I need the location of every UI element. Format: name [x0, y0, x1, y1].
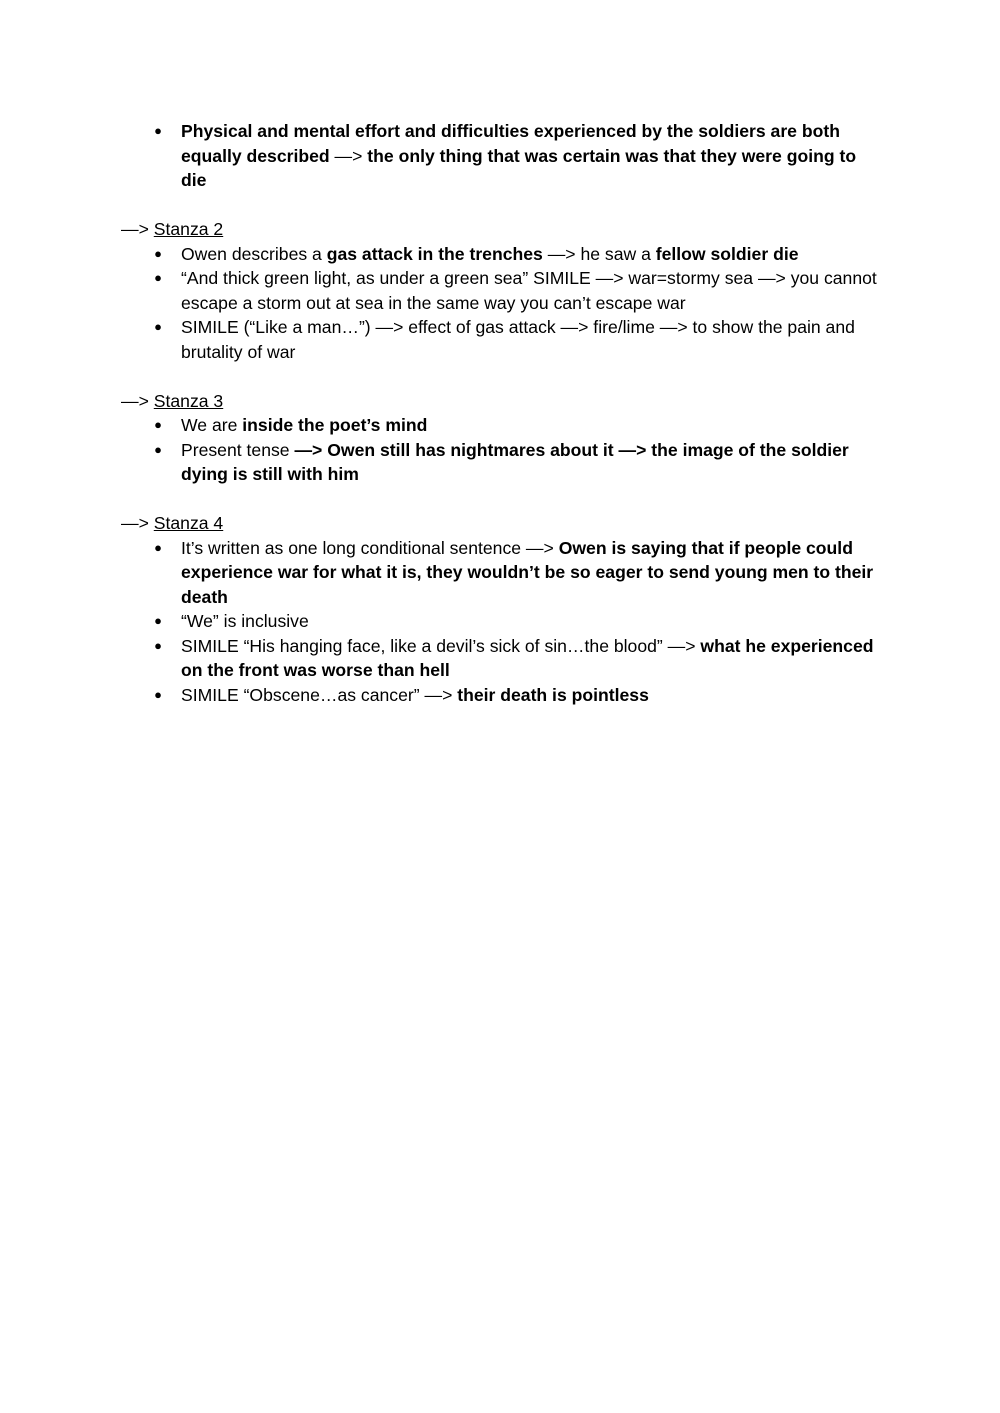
list-item: ● It’s written as one long conditional sentence —> Owen is saying that if people could experience war for what it is, they wouldn’t be so eager to send young men to their death: [181, 536, 880, 610]
bullet-icon: ●: [154, 270, 162, 285]
list-item: ● We are inside the poet’s mind: [181, 413, 880, 438]
stanza-3-list: [121, 413, 880, 487]
stanza-4-title: Stanza 4: [153, 513, 224, 533]
bullet-icon: ●: [154, 123, 162, 138]
stanza-4-list: [121, 536, 880, 708]
list-item: ● Present tense —> Owen still has nightmares about it —> the image of the soldier dying is still with him: [181, 438, 880, 487]
stanza-3-heading: —> Stanza 3: [121, 390, 224, 411]
stanza-2-list: [121, 242, 880, 365]
stanza-3-title: Stanza 3: [153, 390, 224, 411]
bullet-icon: ●: [154, 613, 162, 628]
bullet-icon: ●: [154, 417, 162, 432]
list-item: ● “And thick green light, as under a green sea” SIMILE —> war=stormy sea —> you cannot escape a storm out at sea in the same way you can’t escape war: [181, 266, 880, 315]
stanza-4-heading: —> Stanza 4: [121, 513, 224, 533]
stanza-2-heading: —> Stanza 2: [121, 219, 224, 239]
list-item: ● SIMILE “Obscene…as cancer” —> their death is pointless: [181, 683, 880, 708]
bullet-icon: ●: [154, 637, 162, 653]
intro-list: [121, 119, 880, 193]
list-item: ● SIMILE (“Like a man…”) —> effect of gas attack —> fire/lime —> to show the pain and brutality of war: [181, 315, 880, 364]
list-item: ● Owen describes a gas attack in the trenches —> he saw a fellow soldier die: [181, 242, 880, 267]
bullet-icon: ●: [154, 441, 162, 457]
list-item: ● “We” is inclusive: [181, 609, 880, 634]
list-item: ● Physical and mental effort and difficulties experienced by the soldiers are both equally described —> the only thing that was certain was that they were going to die: [181, 119, 880, 193]
bullet-icon: ●: [154, 245, 162, 261]
stanza-2-title: Stanza 2: [153, 219, 224, 239]
bullet-icon: ●: [154, 539, 162, 555]
bullet-icon: ●: [154, 319, 162, 334]
list-item: ● SIMILE “His hanging face, like a devil’s sick of sin…the blood” —> what he experienced on the front was worse than hell: [181, 634, 880, 683]
bullet-icon: ●: [154, 686, 162, 702]
